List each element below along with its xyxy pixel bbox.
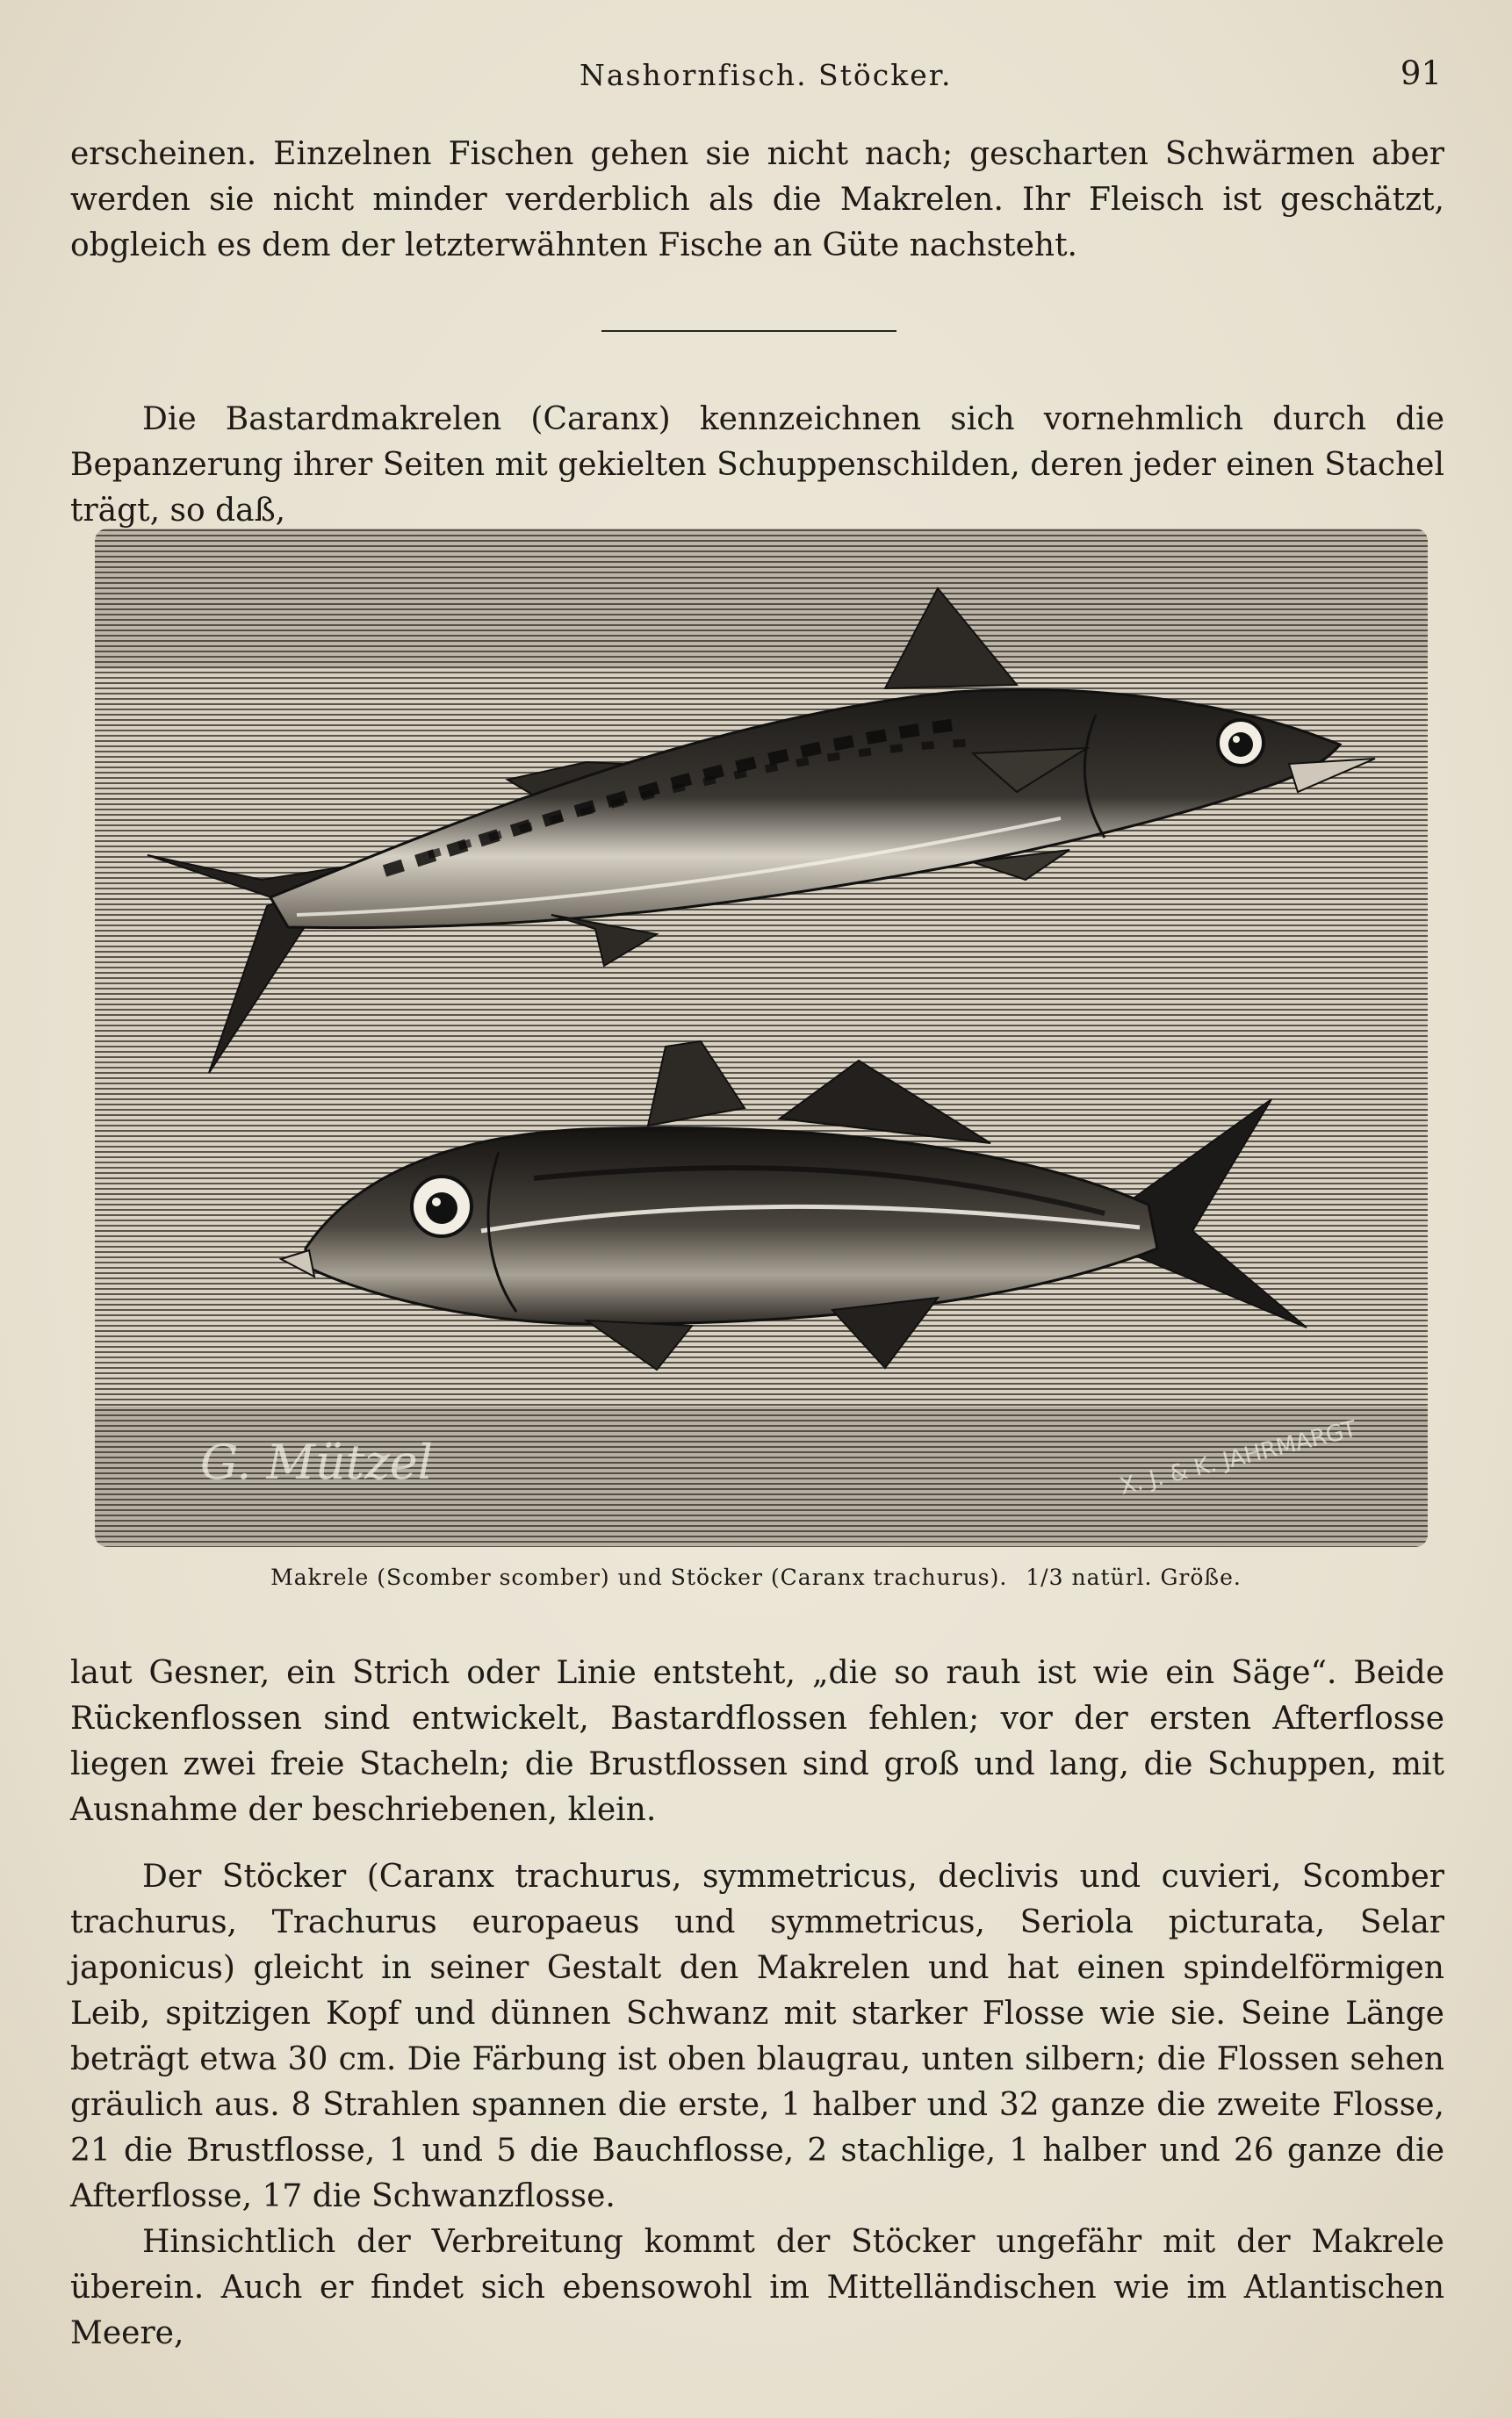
paragraph-stoecker — [70, 1854, 1444, 2357]
paragraph-5: Hinsichtlich der Verbreitung kommt der Stöcker ungefähr mit der Makrele überein. Auch er findet sich ebensowohl im Mittelländischen wie im Atlantischen Meere, — [70, 2224, 1444, 2351]
artist-signature: G. Mützel — [200, 1435, 433, 1490]
engraver-signature: X. J. & K. JAHRMARGT — [1117, 1415, 1360, 1500]
running-title: Nashornfisch. Stöcker. — [580, 58, 953, 92]
page-number: 91 — [1400, 54, 1442, 92]
paragraph-description — [70, 1651, 1444, 1833]
running-head — [0, 54, 1512, 102]
paragraph-continuation — [70, 132, 1444, 269]
paragraph-caranx-intro — [70, 397, 1444, 534]
paragraph-3: laut Gesner, ein Strich oder Linie entsteht, „die so rauh ist wie ein Säge“. Beide Rückenflossen sind entwickelt, Bastardflossen fehlen; vor der ersten Afterflosse liegen zwei freie Stacheln; die Brustflossen sind groß und lang, die Schuppen, mit Ausnahme der beschriebenen, klein. — [70, 1655, 1444, 1828]
section-divider — [601, 330, 896, 332]
caption-scale: 1/3 natürl. Größe. — [1026, 1565, 1242, 1590]
paragraph-4: Der Stöcker (Caranx trachurus, symmetricus, declivis und cuvieri, Scomber trachurus, Trachurus europaeus und symmetricus, Seriola picturata, Selar japonicus) gleicht in seiner Gestalt den Makrelen und hat einen spindelförmigen Leib, spitzigen Kopf und dünnen Schwanz mit starker Flosse wie sie. Seine Länge beträgt etwa 30 cm. Die Färbung ist oben blaugrau, unten silbern; die Flossen sehen gräulich aus. 8 Strahlen spannen die erste, 1 halber und 32 ganze die zweite Flosse, 21 die Brustflosse, 1 und 5 die Bauchflosse, 2 stachlige, 1 halber und 26 ganze die Afterflosse, 17 die Schwanzflosse. — [70, 1859, 1444, 2214]
paragraph-2: Die Bastardmakrelen (Caranx) kennzeichnen sich vornehmlich durch die Bepanzerung ihrer Seiten mit gekielten Schuppenschilden, deren jeder einen Stachel trägt, so daß, — [70, 401, 1444, 529]
fish-illustration — [95, 529, 1428, 1547]
water-background — [95, 529, 1428, 1547]
paragraph-1: erscheinen. Einzelnen Fischen gehen sie nicht nach; gescharten Schwärmen aber werden sie nicht minder verderblich als die Makrelen. Ihr Fleisch ist geschätzt, obgleich es dem der letzterwähnten Fische an Güte nachsteht. — [70, 136, 1444, 263]
caption-text: Makrele (Scomber scomber) und Stöcker (Caranx trachurus). — [270, 1565, 1008, 1590]
figure-caption — [0, 1565, 1512, 1590]
